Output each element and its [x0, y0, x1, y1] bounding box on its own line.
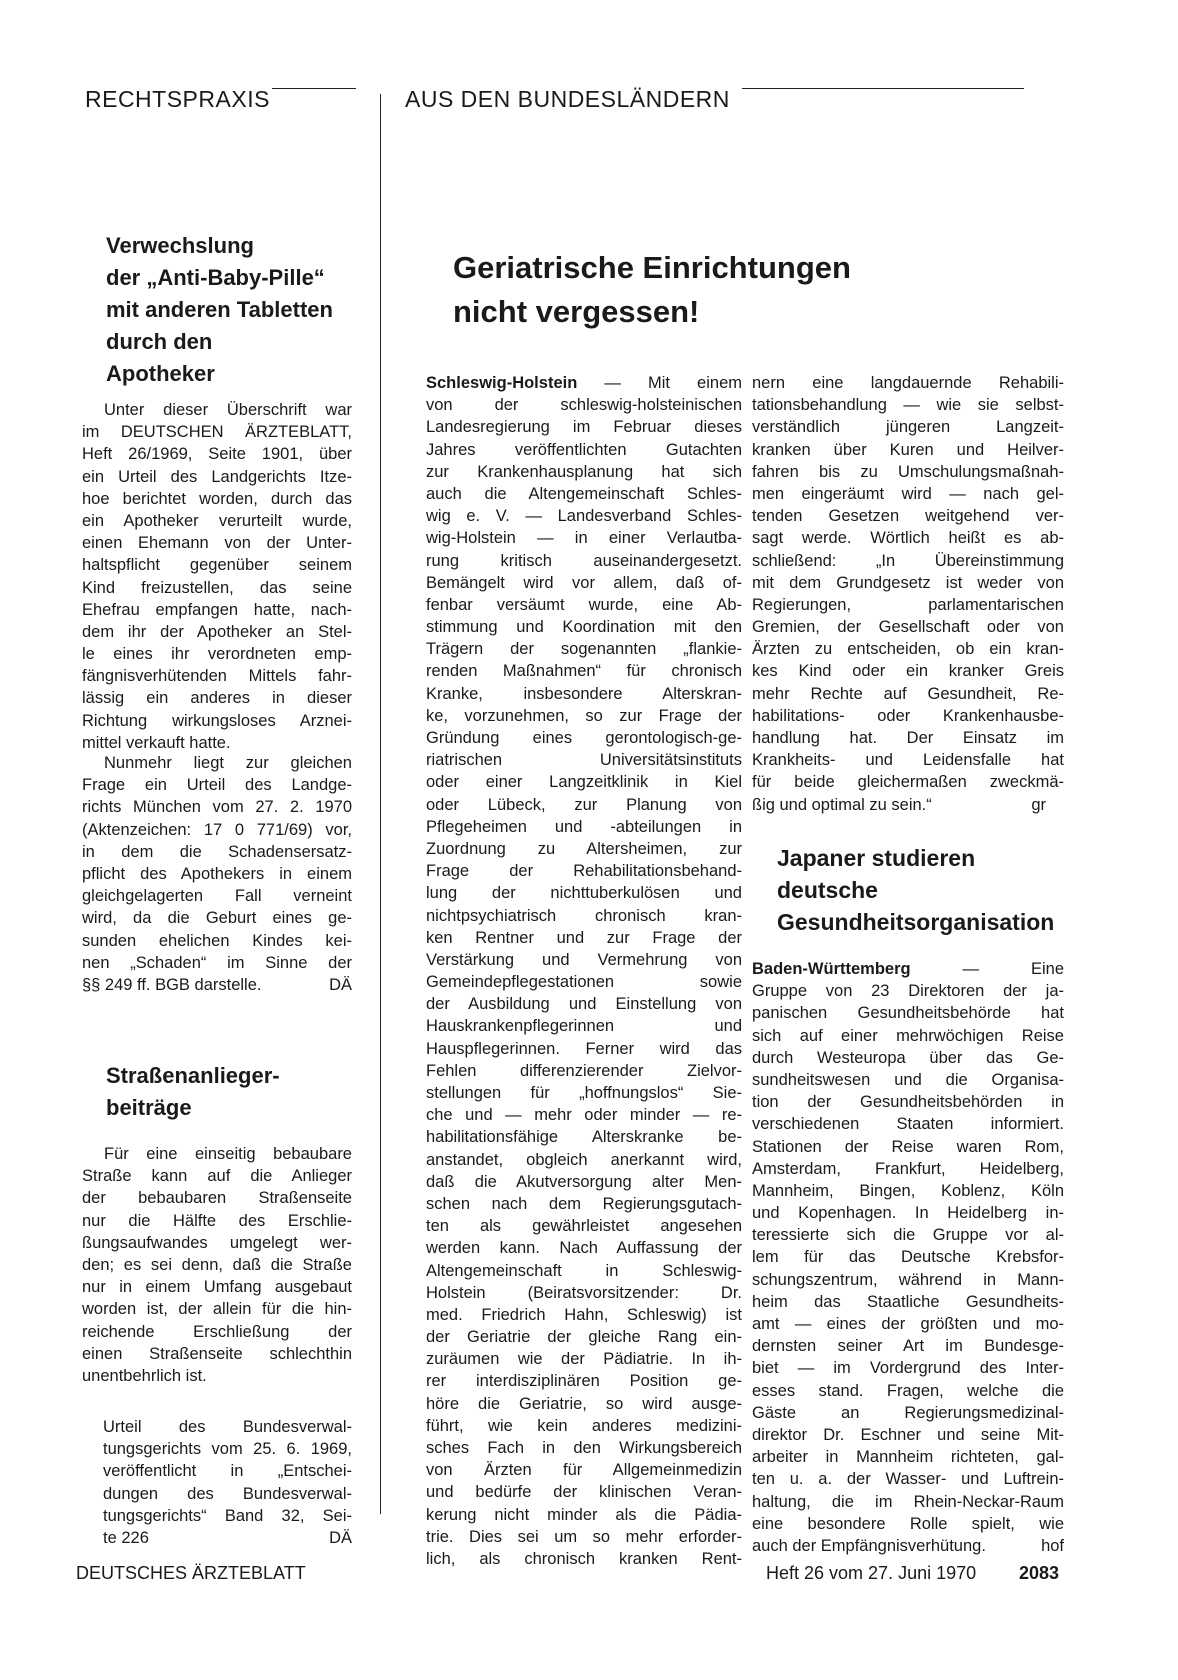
header-rule-right — [742, 88, 1024, 89]
text-line: ein Urteil des Landgerichts Itze- — [82, 467, 352, 486]
text-line: haltung, die im Rhein-Neckar-Raum — [752, 1492, 1064, 1511]
text-line: Fehlen differenzierender Zielvor- — [426, 1061, 742, 1080]
text-line: ke, vorzunehmen, so zur Frage der — [426, 706, 742, 725]
text-line: ten u. a. der Wasser- und Luftrein- — [752, 1470, 1064, 1489]
text-line: Gäste an Regierungsmedizinal- — [752, 1403, 1064, 1422]
text-line: Heft 26/1969, Seite 1901, über — [82, 445, 352, 464]
article-title — [106, 230, 333, 390]
text-line: Unter dieser Überschrift war — [104, 401, 352, 419]
text-line: schließend: „In Übereinstimmung — [752, 551, 1064, 570]
text-line: Ehefrau empfangen hatte, nach- — [82, 600, 352, 619]
text-line: sundheitswesen und die Organisa- — [752, 1070, 1064, 1089]
text-line: anstandet, obgleich anerkannt wird, — [426, 1150, 742, 1169]
text-line: biet — im Vordergrund des Inter- — [752, 1359, 1064, 1378]
text-line: Pflegeheimen und -abteilungen in — [426, 817, 742, 836]
text-line: stellungen für „hoffnungslos“ Sie- — [426, 1084, 742, 1102]
text-line: der Geriatrie der gleiche Rang ein- — [426, 1328, 742, 1347]
text-line: wig-Holstein — in einer Verlautba- — [426, 529, 742, 548]
title-line: Japaner studieren — [777, 845, 976, 871]
text-line: Frage der Rehabilitationsbehand- — [426, 862, 742, 881]
text-line: direktor Dr. Eschner und seine Mit- — [752, 1425, 1064, 1444]
text-line: heim das Staatliche Gesundheits- — [752, 1292, 1064, 1311]
text-line: kes Kind oder ein kranker Greis — [752, 662, 1064, 681]
title-line: der „Anti-Baby-Pille“ — [106, 265, 325, 290]
title-line: Straßenanlieger- — [106, 1063, 280, 1088]
text-fragment: auch der Empfängnisverhütung. — [752, 1536, 986, 1555]
footer-issue: Heft 26 vom 27. Juni 1970 — [766, 1563, 977, 1583]
text-line: teressierte sich die Gruppe vor al- — [752, 1226, 1064, 1245]
text-line: (Aktenzeichen: 17 0 771/69) vor, — [82, 820, 352, 839]
text-line: dem ihr der Apotheker an Stel- — [82, 622, 352, 641]
text-line: kranken über Kuren und Heilver- — [752, 440, 1064, 459]
text-line: handlung hat. Der Einsatz im — [752, 729, 1064, 747]
author-signature: DÄ — [329, 975, 352, 994]
text-line: führt, wie kein anderes medizini- — [426, 1416, 742, 1435]
title-line: beiträge — [106, 1095, 192, 1120]
text-line: med. Friedrich Hahn, Schleswig) ist — [426, 1305, 742, 1324]
article2-citation — [103, 1416, 352, 1549]
text-line: Urteil des Bundesverwal- — [103, 1418, 352, 1436]
text-line: nichtpsychiatrisch chronisch kran- — [426, 906, 742, 925]
text-line: Krankheits- und Leidensfalle hat — [752, 751, 1064, 770]
article-title-strassenanlieger — [106, 1060, 280, 1124]
article2-paragraph1 — [82, 1143, 352, 1387]
text-line: Frage ein Urteil des Landge- — [82, 776, 352, 795]
text-line: sunden ehelichen Kindes kei- — [82, 931, 352, 950]
text-line: sches Fach in den Wirkungsbereich — [426, 1439, 742, 1457]
text-line: habilitations- oder Krankenhausbe- — [752, 706, 1064, 725]
text-line: fängnisverhütenden Mittels fahr- — [82, 667, 352, 686]
text-line: Für eine einseitig bebaubare — [104, 1145, 352, 1163]
text-line: arbeiter in Mannheim richteten, gal- — [752, 1448, 1064, 1467]
text-line: Kranke, insbesondere Alterskran- — [426, 684, 742, 703]
text-line: daß die Akutversorgung alter Men- — [426, 1172, 742, 1191]
text-line: sich auf einer mehrwöchigen Reise — [752, 1026, 1064, 1045]
title-line: nicht vergessen! — [453, 294, 700, 329]
text-line: wig e. V. — Landesverband Schles- — [426, 507, 742, 526]
text-line: fahren bis zu Umschulungsmaßnah- — [752, 462, 1064, 481]
text-line: Hauskrankenpflegerinnen und — [426, 1017, 742, 1036]
text-line: schen nach dem Regierungsgutach- — [426, 1194, 742, 1213]
text-line: Stationen der Reise waren Rom, — [752, 1137, 1064, 1156]
text-line: men eingeräumt wird — nach gel- — [752, 484, 1064, 503]
text-line — [82, 974, 352, 996]
text-line: Altengemeinschaft in Schleswig- — [426, 1261, 742, 1280]
text-line — [103, 1527, 352, 1549]
text-line: haltspflicht gegenüber seinem — [82, 556, 352, 575]
text-line: einen Straßenseite schlechthin — [82, 1344, 352, 1363]
title-line: Verwechslung — [106, 233, 254, 258]
title-line: Apotheker — [106, 361, 215, 386]
text-line: veröffentlicht in „Entschei- — [103, 1462, 352, 1481]
text-line: stimmung und Koordination mit den — [426, 618, 742, 637]
text-line: durch Westeuropa über das Ge- — [752, 1048, 1064, 1067]
text-fragment: — Eine — [910, 960, 1064, 978]
text-line — [752, 958, 1064, 980]
text-line: lem für das Deutsche Krebsfor- — [752, 1248, 1064, 1267]
text-line: Trägern der sogenannten „flankie- — [426, 640, 742, 659]
text-line: mittel verkauft hatte. — [82, 733, 231, 752]
text-line: Gründung eines gerontologisch-ge- — [426, 729, 742, 747]
text-line: und bedürfe der klinischen Veran- — [426, 1483, 742, 1502]
text-line: tationsbehandlung — wie sie selbst- — [752, 396, 1064, 415]
text-line — [426, 372, 742, 394]
text-line: Hauspflegerinnen. Ferner wird das — [426, 1039, 742, 1058]
text-line — [752, 794, 1064, 816]
text-line: für beide gleichermaßen zweckmä- — [752, 773, 1064, 792]
text-line: höre die Geriatrie, so wird ausge- — [426, 1394, 742, 1413]
text-line: zuräumen wie der Pädiatrie. In ih- — [426, 1350, 742, 1369]
text-line: le eines ihr verordneten emp- — [82, 645, 352, 664]
article1-paragraph2 — [82, 752, 352, 996]
title-line: Geriatrische Einrichtungen — [453, 250, 851, 285]
text-line: mehr Rechte auf Gesundheit, Re- — [752, 684, 1064, 703]
text-line: und Kopenhagen. In Heidelberg in- — [752, 1204, 1064, 1223]
section-header-bundeslaender: AUS DEN BUNDESLÄNDERN — [405, 86, 730, 112]
article1-paragraph1 — [82, 399, 352, 754]
text-line: werden kann. Nach Auffassung der — [426, 1239, 742, 1258]
text-line: Jahres veröffentlichten Gutachten — [426, 440, 742, 459]
text-line: lässig ein anderes in dieser — [82, 689, 352, 708]
title-line: mit anderen Tabletten — [106, 297, 333, 322]
text-line: dernsten seiner Art im Bundesge- — [752, 1337, 1064, 1356]
text-line: rung kritisch auseinandergesetzt. — [426, 551, 742, 570]
text-line: nern eine langdauernde Rehabili- — [752, 374, 1064, 392]
text-line: auch die Altengemeinschaft Schles- — [426, 484, 742, 503]
footer-journal-title: DEUTSCHES ÄRZTEBLATT — [76, 1563, 306, 1583]
text-line: Ärzten zu entscheiden, ob ein kran- — [752, 640, 1064, 659]
text-fragment: — Mit einem — [577, 374, 742, 392]
text-line: reichende Erschließung der — [82, 1322, 352, 1341]
text-line: verständlich jüngeren Langzeit- — [752, 418, 1064, 437]
text-line: panischen Gesundheitsbehörde hat — [752, 1004, 1064, 1023]
text-line: pflicht des Apothekers in einem — [82, 864, 352, 883]
header-rule-left — [272, 88, 356, 89]
text-line: Bemängelt wird vor allem, daß of- — [426, 573, 742, 592]
text-line: tungsgerichts“ Band 32, Sei- — [103, 1506, 352, 1525]
text-line: habilitationsfähige Alterskranke be- — [426, 1128, 742, 1147]
text-line: Richtung wirkungsloses Arznei- — [82, 711, 352, 730]
text-line: amt — eines der größten und mo- — [752, 1315, 1064, 1333]
text-line: trie. Dies sei um so mehr erforder- — [426, 1527, 742, 1546]
article4-body — [752, 958, 1064, 1557]
text-line: sagt werde. Wörtlich heißt es ab- — [752, 529, 1064, 548]
text-line: nur die Hälfte des Erschlie- — [82, 1211, 352, 1230]
author-signature: hof — [1041, 1536, 1064, 1555]
text-line: den; es sei denn, daß die Straße — [82, 1255, 352, 1274]
section-header-rechtspraxis: RECHTSPRAXIS — [85, 86, 270, 112]
text-line: Holstein (Beiratsvorsitzender: Dr. — [426, 1283, 742, 1302]
text-line: esses stand. Fragen, welche die — [752, 1381, 1064, 1400]
author-signature: gr — [1031, 795, 1046, 814]
text-line: unentbehrlich ist. — [82, 1366, 207, 1385]
text-line: eine besondere Rolle spielt, wie — [752, 1514, 1064, 1533]
text-line: oder Lübeck, zur Planung von — [426, 795, 742, 814]
text-line: Nunmehr liegt zur gleichen — [104, 754, 352, 772]
text-line: hoe berichtet worden, durch das — [82, 489, 352, 508]
text-line: nur in einem Umfang ausgebaut — [82, 1278, 352, 1297]
article-title-geriatrische-einrichtungen — [453, 246, 851, 334]
text-line: Straße kann auf die Anlieger — [82, 1167, 352, 1186]
text-line: ßungsaufwandes umgelegt wer- — [82, 1233, 352, 1252]
text-line: von Ärzten für Allgemeinmedizin — [426, 1461, 742, 1480]
text-line: schungszentrum, während in Mann- — [752, 1270, 1064, 1289]
article-anti-baby-pille — [106, 230, 333, 390]
text-line: riatrischen Universitätsinstituts — [426, 751, 742, 770]
title-line: durch den — [106, 329, 213, 354]
text-line: Gruppe von 23 Direktoren der ja- — [752, 982, 1064, 1001]
text-line: Kind freizustellen, das seine — [82, 578, 352, 597]
text-line: worden ist, der allein für die hin- — [82, 1300, 352, 1319]
text-line: Regierungen, parlamentarischen — [752, 595, 1064, 614]
text-line: tenden Gesetzen weitgehend ver- — [752, 507, 1064, 526]
article3-column2 — [752, 372, 1064, 816]
column-divider — [380, 94, 381, 1514]
text-line — [752, 1535, 1064, 1557]
text-line: ein Apotheker verurteilt wurde, — [82, 511, 352, 530]
text-line: dungen des Bundesverwal- — [103, 1484, 352, 1503]
text-line: Gemeindepflegestationen sowie — [426, 973, 742, 992]
text-line: oder einer Langzeitklinik in Kiel — [426, 773, 742, 792]
text-line: nen „Schaden“ im Sinne der — [82, 953, 352, 972]
text-line: mit dem Grundgesetz ist weder von — [752, 573, 1064, 592]
title-line: Gesundheitsorganisation — [777, 909, 1055, 935]
text-line: der bebaubaren Straßenseite — [82, 1189, 352, 1208]
text-line: Gremien, der Gesellschaft oder von — [752, 618, 1064, 637]
text-line: gleichgelagerten Fall verneint — [82, 887, 352, 906]
text-line: von der schleswig-holsteinischen — [426, 396, 742, 415]
dateline: Baden-Württemberg — [752, 960, 911, 978]
text-line: ken Rentner und zur Frage der — [426, 928, 742, 947]
text-line: in dem die Schadensersatz- — [82, 842, 352, 861]
author-signature: DÄ — [329, 1528, 352, 1547]
text-line: einen Ehemann von der Unter- — [82, 534, 352, 553]
text-line: tungsgerichts vom 25. 6. 1969, — [103, 1440, 352, 1459]
text-line: ten als gewährleistet angesehen — [426, 1217, 742, 1236]
text-fragment: te 226 — [103, 1528, 149, 1547]
page-number: 2083 — [1019, 1563, 1060, 1583]
text-line: kerung nicht minder als die Pädia- — [426, 1505, 742, 1524]
article-title-japaner-studieren — [777, 842, 1054, 938]
text-line: Amsterdam, Frankfurt, Heidelberg, — [752, 1159, 1064, 1178]
text-line: lich, als chronisch kranken Rent- — [426, 1549, 742, 1568]
text-line: tion der Gesundheitsbehörden in — [752, 1093, 1064, 1112]
text-fragment: §§ 249 ff. BGB darstelle. — [82, 975, 262, 994]
text-line: rer interdisziplinären Position ge- — [426, 1372, 742, 1391]
text-line: Mannheim, Bingen, Koblenz, Köln — [752, 1181, 1064, 1200]
text-line: verschiedenen Staaten informiert. — [752, 1115, 1064, 1134]
text-line: renden Maßnahmen“ für chronisch — [426, 662, 742, 681]
text-line: im DEUTSCHEN ÄRZTEBLATT, — [82, 423, 352, 442]
article3-column1 — [426, 372, 742, 1570]
text-fragment: ßig und optimal zu sein.“ — [752, 795, 932, 814]
text-line: zur Krankenhausplanung hat sich — [426, 462, 742, 481]
text-line: der Ausbildung und Einstellung von — [426, 995, 742, 1014]
text-line: lung der nichttuberkulösen und — [426, 884, 742, 903]
text-line: Landesregierung im Februar dieses — [426, 418, 742, 437]
text-line: che und — mehr oder minder — re- — [426, 1106, 742, 1125]
dateline: Schleswig-Holstein — [426, 374, 578, 392]
text-line: wird, da die Geburt eines ge- — [82, 909, 352, 928]
text-line: fenbar versäumt wurde, eine Ab- — [426, 595, 742, 614]
text-line: Verstärkung und Vermehrung von — [426, 950, 742, 969]
title-line: deutsche — [777, 877, 878, 903]
text-line: richts München vom 27. 2. 1970 — [82, 798, 352, 817]
text-line: Zuordnung zu Altersheimen, zur — [426, 839, 742, 858]
